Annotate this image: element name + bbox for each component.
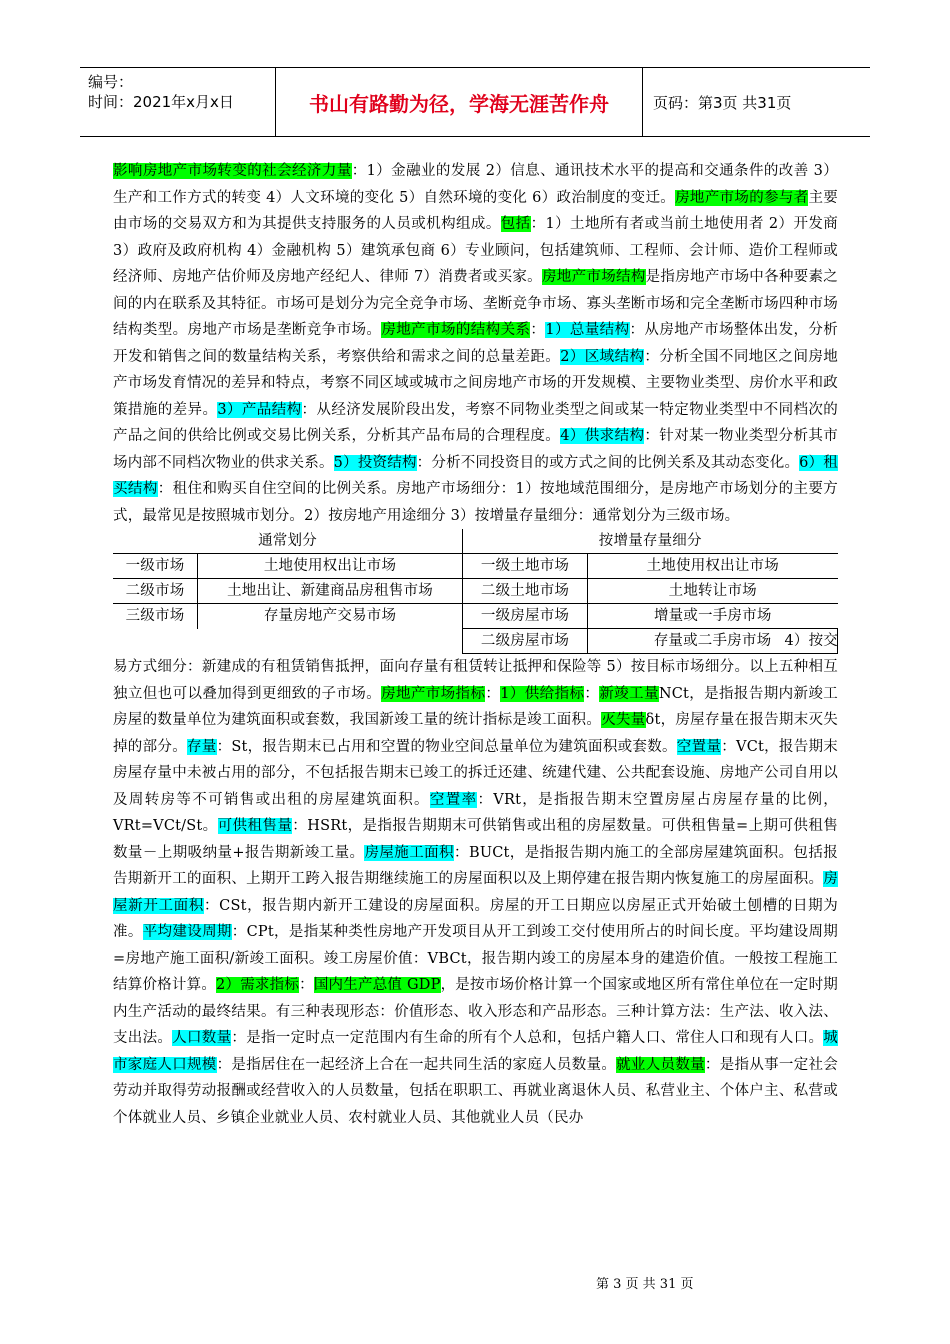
table-cell: 二级房屋市场	[463, 629, 588, 654]
term-gdp: 国内生产总值 GDP	[313, 977, 441, 993]
table-cell: 土地出让、新建商品房租售市场	[198, 579, 463, 604]
heading-demand-indicators: 2）需求指标	[216, 977, 300, 993]
market-table	[113, 529, 838, 654]
term-household-size: 城市家庭人口规模	[113, 1030, 838, 1073]
term-available-supply: 可供租售量	[217, 818, 293, 834]
heading-market-indicators: 房地产市场指标	[381, 685, 486, 702]
text: ：从房地产市场整体出发，分析开发和销售之间的数量结构关系，考察供给和需求之间的总量差距。	[113, 322, 838, 365]
text: 主要由市场的交易双方和为其提供支持服务的人员或机构组成。	[113, 189, 838, 232]
term-supply-demand-structure: 4）供求结构	[560, 428, 645, 444]
term-rent-buy-structure: 6）租买结构	[113, 454, 839, 497]
text: ：HSRt，是指报告期期末可供销售或出租的房屋数量。可供租售量=上期可供租售数量－上期吸纳量+报告期新竣工量。	[113, 818, 839, 861]
table-cell	[113, 629, 198, 654]
market-table-wrap	[113, 529, 838, 654]
text: ：分析不同投资目的或方式之间的比例关系及其动态变化。	[416, 454, 800, 471]
term-vacancy: 空置量	[676, 738, 722, 755]
text: 易方式细分：新建成的有租赁销售抵押，面向存量有租赁转让抵押和保险等 5）按目标市场细分。以上五种相互独立但也可以叠加得到更细致的子市场。	[113, 659, 838, 702]
text: ：	[485, 685, 501, 702]
table-cell: 三级市场	[113, 604, 198, 629]
table-header-row	[113, 529, 838, 554]
table-row	[113, 629, 838, 654]
table-head-right: 按增量存量细分	[463, 529, 838, 554]
term-population: 人口数量	[172, 1030, 232, 1046]
text: ：	[530, 322, 546, 338]
text: ：St，报告期末已占用和空置的物业空间总量单位为建筑面积或套数。	[216, 738, 677, 755]
table-cell: 土地使用权出让市场	[588, 554, 838, 579]
table-cell: 二级市场	[113, 579, 198, 604]
term-employment: 就业人员数量	[616, 1056, 705, 1073]
table-cell: 土地转让市场	[588, 579, 838, 604]
text: ：租住和购买自住空间的比例关系。房地产市场细分：1）按地域范围细分，是房地产市场划分的主要方式，最常见是按照城市划分。2）按房地产用途细分 3）按增量存量细分：通常划分为三级市场。	[113, 481, 839, 524]
document-body	[113, 158, 838, 1131]
text: ：CSt，报告期内新开工建设的房屋面积。房屋的开工日期应以房屋正式开始破土刨槽的日期为准。	[113, 897, 838, 940]
term-avg-build-period: 平均建设周期	[142, 924, 232, 940]
heading-structure-relations: 房地产市场的结构关系	[381, 322, 531, 338]
header-meta	[80, 68, 276, 136]
motto: 书山有路勤为径，学海无涯苦作舟	[276, 68, 643, 136]
term-total-structure: 1）总量结构	[545, 322, 630, 338]
term-new-completions: 新竣工量	[599, 685, 659, 702]
heading-supply-indicators: 1）供给指标	[500, 685, 585, 702]
text: ：是指从事一定社会劳动并取得劳动报酬或经营收入的人员数量，包括在职职工、再就业离退休人员、私营业主、个体户主、私营或个体就业人员、乡镇企业就业人员、农村就业人员、其他就业人员（民办	[113, 1056, 839, 1126]
table-cell	[198, 629, 463, 654]
page-footer: 第 3 页 共 31 页	[596, 1277, 694, 1292]
text: ：针对某一物业类型分析其市场内部不同档次物业的供求关系。	[113, 428, 838, 471]
term-regional-structure: 2）区域结构	[560, 348, 645, 365]
page-header	[80, 67, 870, 137]
text: ：VRt，是指报告期末空置房屋占房屋存量的比例，VRt=VCt/St。	[113, 791, 839, 834]
term-construction-area: 房屋施工面积	[364, 844, 455, 861]
text: NCt，是指报告期内新竣工房屋的数量单位为建筑面积或套数，我国新竣工量的统计指标是竣工面积。	[113, 685, 838, 728]
text: ：	[299, 977, 314, 993]
table-cell: 存量或二手房市场	[588, 629, 838, 654]
text: ，是按市场价格计算一个国家或地区所有常住单位在一定时期内生产活动的最终结果。有三种表现形态：价值形态、收入形态和产品形态。三种计算方法：生产法、收入法、支出法。	[113, 977, 838, 1046]
heading-market-structure: 房地产市场结构	[541, 269, 646, 285]
term-loss: 灭失量	[601, 712, 646, 728]
time-label: 时间：2021年x月x日	[88, 93, 234, 111]
table-cell: 存量房地产交易市场	[198, 604, 463, 629]
heading-include: 包括	[500, 216, 531, 232]
text: ：是指一定时点一定范围内有生命的所有个人总和，包括户籍人口、常住人口和现有人口。	[231, 1030, 824, 1046]
text: ：VCt，报告期末房屋存量中未被占用的部分，不包括报告期末已竣工的拆迁还建、统建代建、公共配套设施、房地产公司自用以及周转房等不可销售或出租的房屋建筑面积。	[113, 738, 838, 808]
text: ：是指居住在一起经济上合在一起共同生活的家庭人员数量。	[216, 1056, 617, 1073]
term-investment-structure: 5）投资结构	[333, 454, 417, 471]
table-cell: 增量或一手房市场	[588, 604, 838, 629]
table-cell: 一级房屋市场	[463, 604, 588, 629]
text: ：分析全国不同地区之间房地产市场发育情况的差异和特点，考察不同区域或城市之间房地产市场的开发规模、主要物业类型、房价水平和政策措施的差异。	[113, 348, 838, 418]
text: 是指房地产市场中各种要素之间的内在联系及其特征。市场可是划分为完全竞争市场、垄断竞争市场、寡头垄断市场和完全垄断市场四种市场结构类型。房地产市场是垄断竞争市场。	[113, 269, 838, 338]
text: ：CPt，是指某种类性房地产开发项目从开工到竣工交付使用所占的时间长度。平均建设周期=房地产施工面积/新竣工面积。竣工房屋价值：VBCt，报告期内竣工的房屋本身的建造价值。一般按工程施工结算价格计算。	[113, 924, 839, 993]
text: ：1）金融业的发展 2）信息、通讯技术水平的提高和交通条件的改善 3）生产和工作方式的转变 4）人文环境的变化 5）自然环境的变化 6）政治制度的变迁。	[113, 163, 838, 206]
number-label: 编号：	[88, 73, 134, 91]
heading-social-forces: 影响房地产市场转变的社会经济力量	[113, 163, 352, 179]
term-new-starts-area: 房屋新开工面积	[113, 871, 838, 914]
text: δt，房屋存量在报告期末灭失掉的部分。	[113, 712, 838, 755]
text: ：从经济发展阶段出发，考察不同物业类型之间或某一特定物业类型中不同档次的产品之间的供给比例或交易比例关系，分析其产品布局的合理程度。	[113, 401, 838, 444]
term-product-structure: 3）产品结构	[217, 401, 302, 418]
page-label: 页码：第3页 共31页	[653, 93, 792, 112]
table-cell: 二级土地市场	[463, 579, 588, 604]
text: ：	[584, 685, 600, 702]
term-stock: 存量	[187, 738, 217, 755]
paragraph-1	[113, 158, 838, 529]
table-row	[113, 554, 838, 579]
table-row	[113, 579, 838, 604]
table-tail-text: 4）按交	[784, 633, 838, 649]
table-cell: 一级市场	[113, 554, 198, 579]
table-cell: 一级土地市场	[463, 554, 588, 579]
text: ：1）土地所有者或当前土地使用者 2）开发商 3）政府及政府机构 4）金融机构 5）建筑承包商 6）专业顾问，包括建筑师、工程师、会计师、造价工程师或经济师、房地产估价师及房地产经纪人、律师 7）消费者或买家。	[113, 216, 838, 285]
term-vacancy-rate: 空置率	[429, 791, 478, 808]
table-cell: 土地使用权出让市场	[198, 554, 463, 579]
text: ：BUCt，是指报告期内施工的全部房屋建筑面积。包括报告期新开工的面积、上期开工跨入报告期继续施工的房屋面积以及上期停建在报告期内恢复施工的房屋面积。	[113, 844, 838, 887]
heading-participants: 房地产市场的参与者	[675, 189, 809, 206]
table-head-left: 通常划分	[113, 529, 463, 554]
table-row	[113, 604, 838, 629]
